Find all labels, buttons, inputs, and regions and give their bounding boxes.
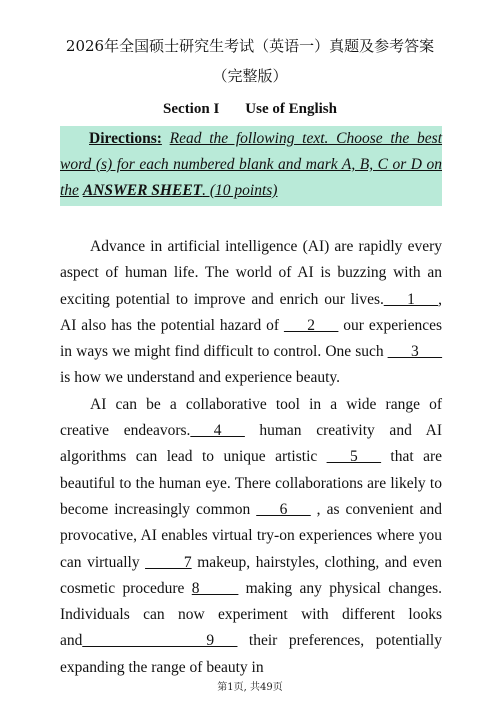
blank-5: ___5___: [326, 448, 381, 466]
blank-3: ___3___: [387, 343, 442, 361]
blank-2: ___2___: [284, 316, 339, 334]
p1-text-3: our experiences in ways we might find difficult to control. One such: [60, 316, 442, 361]
passage-paragraph-1: [60, 234, 442, 392]
document-subtitle: （完整版）: [212, 67, 288, 85]
p2-text-5: makeup, hairstyles, clothing, and even cosmetic procedure: [60, 553, 442, 597]
p2-text-3: that are beautiful to the human eye. There collaborations are likely to become increasingly common: [60, 448, 442, 518]
directions-box: [60, 126, 442, 206]
document-title: 2026年全国硕士研究生考试（英语一）真题及参考答案: [65, 37, 435, 55]
blank-8: 8_____: [191, 579, 239, 597]
section-number: Section I: [163, 101, 220, 117]
page-footer: 第1页, 共49页: [217, 682, 283, 693]
directions-text: Read the following text. Choose the best word (s) for each numbered blank and mark A, B, C or D on the: [60, 130, 443, 199]
passage: [60, 234, 442, 681]
p2-text-6: making any physical changes. Individuals can now experiment with different looks and: [60, 579, 442, 650]
blank-9: ________________9___: [82, 632, 238, 650]
p1-text-4: is how we understand and experience beauty.: [60, 369, 341, 387]
p2-text-7: their preferences, potentially expanding the range of beauty in: [60, 632, 442, 676]
p1-text-2: , AI also has the potential hazard of: [60, 290, 442, 334]
p2-text-1: AI can be a collaborative tool in a wide range of creative endeavors.: [60, 395, 442, 440]
blank-4: ___4___: [190, 422, 245, 440]
directions-points: . (10 points): [202, 182, 278, 199]
p2-text-4: , as convenient and provocative, AI enables virtual try-on experiences where you can virtually: [60, 500, 442, 571]
directions-label: Directions:: [89, 130, 162, 147]
blank-1: ___1___: [383, 290, 439, 308]
p2-text-2: human creativity and AI algorithms can lead to unique artistic: [60, 422, 442, 466]
p1-text-1: Advance in artificial intelligence (AI) are rapidly every aspect of human life. The world of AI is buzzing with an exciting potential to improve and enrich our lives.: [60, 238, 442, 308]
blank-6: ___6___: [256, 500, 311, 518]
passage-paragraph-2: [60, 392, 442, 681]
section-heading: [0, 101, 500, 118]
blank-7: _____7: [145, 553, 192, 571]
answer-sheet-label: ANSWER SHEET: [82, 182, 203, 199]
section-name: Use of English: [245, 101, 337, 117]
